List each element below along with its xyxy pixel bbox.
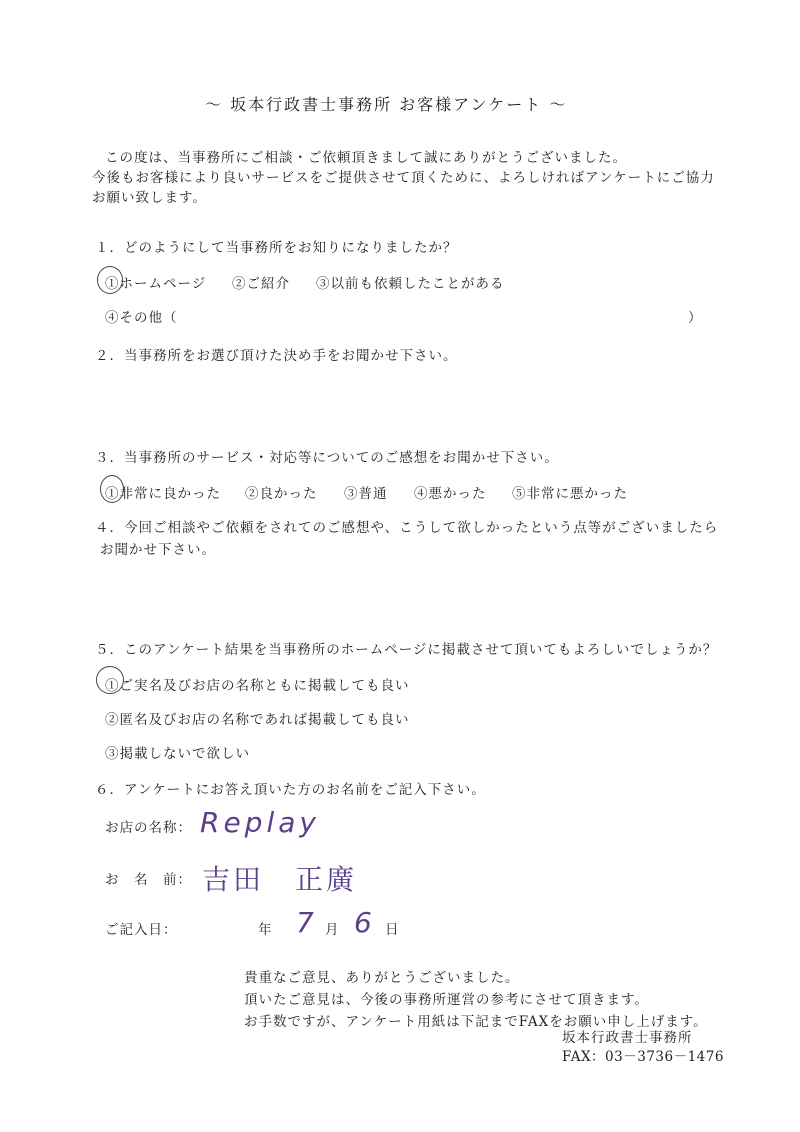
date-year-unit: 年 bbox=[258, 922, 273, 938]
shop-name-label: お店の名称： bbox=[105, 820, 192, 836]
q5-option-no-publish[interactable]: ③掲載しないで欲しい bbox=[105, 746, 250, 762]
q1-option-referral[interactable]: ②ご紹介 bbox=[232, 276, 290, 292]
q5-selection-circle bbox=[96, 666, 124, 694]
q3-option-average[interactable]: ③普通 bbox=[344, 486, 388, 502]
q5-option-anonymous[interactable]: ②匿名及びお店の名称であれば掲載しても良い bbox=[105, 712, 410, 728]
q1-option-previous[interactable]: ③以前も依頼したことがある bbox=[316, 276, 505, 292]
question-4-line-1: ４．今回ご相談やご依頼をされてのご感想や、こうして欲しかったという点等がございましたら bbox=[95, 520, 719, 536]
date-month-unit: 月 bbox=[325, 922, 340, 938]
q3-option-good[interactable]: ②良かった bbox=[245, 486, 318, 502]
office-name: 坂本行政書士事務所 bbox=[562, 1030, 693, 1046]
date-month-value[interactable]: 7 bbox=[296, 906, 314, 939]
q3-option-very-bad[interactable]: ⑤非常に悪かった bbox=[512, 486, 628, 502]
q3-option-bad[interactable]: ④悪かった bbox=[414, 486, 487, 502]
q1-other-close: ） bbox=[688, 310, 703, 326]
date-day-value[interactable]: 6 bbox=[354, 906, 372, 939]
intro-line-3: お願い致します。 bbox=[92, 190, 207, 206]
q5-option-real-name[interactable]: ①ご実名及びお店の名称ともに掲載しても良い bbox=[105, 678, 410, 694]
q1-option-other[interactable]: ④その他（ bbox=[105, 310, 178, 326]
question-4-line-2: お聞かせ下さい。 bbox=[100, 542, 216, 558]
q3-selection-circle bbox=[100, 475, 124, 503]
closing-line-2: 頂いたご意見は、今後の事務所運営の参考にさせて頂きます。 bbox=[244, 992, 649, 1008]
closing-line-3: お手数ですが、アンケート用紙は下記までFAXをお願い申し上げます。 bbox=[244, 1014, 708, 1030]
date-day-unit: 日 bbox=[385, 922, 400, 938]
question-3: ３．当事務所のサービス・対応等についてのご感想をお聞かせ下さい。 bbox=[95, 450, 559, 466]
closing-line-1: 貴重なご意見、ありがとうございました。 bbox=[244, 970, 520, 986]
question-5: ５．このアンケート結果を当事務所のホームページに掲載させて頂いてもよろしいでしょうか？ bbox=[95, 642, 718, 658]
question-1: １．どのようにして当事務所をお知りになりましたか？ bbox=[95, 240, 458, 256]
q1-selection-circle bbox=[97, 266, 123, 294]
q3-option-very-good[interactable]: ①非常に良かった bbox=[105, 486, 221, 502]
question-2: ２．当事務所をお選び頂けた決め手をお聞かせ下さい。 bbox=[95, 348, 458, 364]
customer-name-value[interactable]: 吉田 正廣 bbox=[202, 863, 358, 896]
survey-title: ～ 坂本行政書士事務所 お客様アンケート ～ bbox=[205, 95, 568, 114]
shop-name-value[interactable]: Replay bbox=[200, 806, 320, 839]
q1-option-homepage[interactable]: ①ホームページ bbox=[105, 276, 207, 292]
intro-line-1: この度は、当事務所にご相談・ご依頼頂きまして誠にありがとうございました。 bbox=[105, 150, 627, 166]
date-label: ご記入日： bbox=[105, 922, 178, 938]
fax-number: FAX：03－3736－1476 bbox=[562, 1049, 724, 1065]
customer-name-label: お 名 前： bbox=[105, 872, 192, 888]
intro-line-2: 今後もお客様により良いサービスをご提供させて頂くために、よろしければアンケートにご協力 bbox=[92, 170, 715, 186]
question-6: ６．アンケートにお答え頂いた方のお名前をご記入下さい。 bbox=[95, 782, 486, 798]
